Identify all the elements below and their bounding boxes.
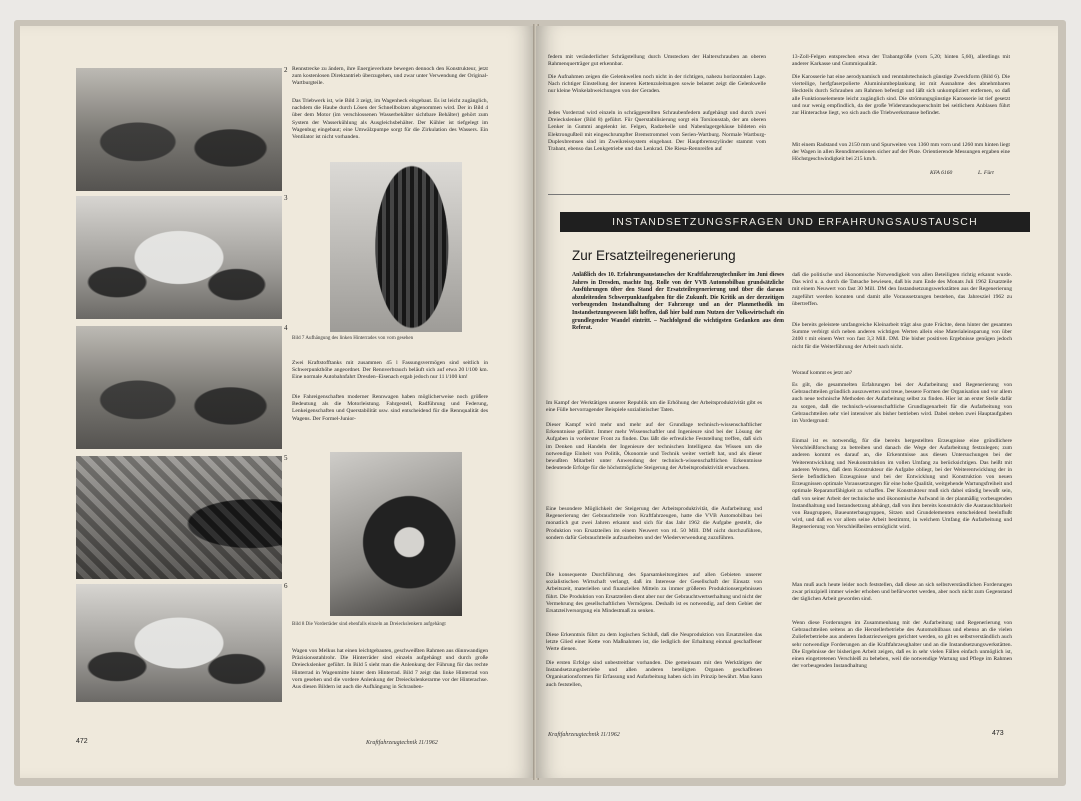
journal-name-left: Kraftfahrzeugtechnik 11/1962 (366, 740, 438, 746)
left-text-mid: Zwei Kraftstofftanks mit zusammen 45 l Fassungsvermögen sind seitlich in Schwerpunkthöhe angeordnet. Der Rennverbrauch beläuft sich auf etwa 20 l/100 km. Eine normale Autobahnfahrt Dresden–Eisenach ergab jedoch nur 11 l/100 km! (292, 360, 488, 381)
body-col1e: Diese Erkenntnis führt zu dem logischen Schluß, daß die Neuproduktion von Ersatzteilen das letzte Glied einer Kette von Maßnahmen ist, die lediglich der Erhaltung einmal geschaffener Werte dienen. (546, 632, 762, 653)
article-author: L. Fürt (978, 170, 994, 176)
figure-number-4: 4 (284, 324, 288, 332)
photo-front-wheel (330, 452, 462, 616)
article-code: KFA 6160 (930, 170, 953, 176)
body-col2: daß die politische und ökonomische Notwendigkeit von allen Beteiligten richtig erkannt wurde. Das wird u. a. durch die Tatsache bewiesen, daß bis zum Ende des Monats Juli 1962 Ersatzteile mit einem Neuwert von fast 30 Mill. DM den Instandsetzungswerkstätten aus der Regenerierung zugeführt werden konnten und damit alle Voraussetzungen bestehen, das Jahresziel 1962 zu übertreffen. (792, 272, 1012, 307)
right-top-col1b: Die Aufnahmen zeigen die Gelenkwellen noch nicht in der richtigen, nahezu horizontalen Lage. Nach richtiger Einstellung der inneren Kettenzuleitungen sowie belastet zeigt die Gelenkwelle nur kleine Winkelabweichungen von der Geraden. (548, 74, 766, 95)
photo-car-profile (76, 584, 282, 702)
photo-rear-wheel-suspension (330, 162, 462, 332)
body-col2f: Wenn diese Forderungen im Zusammenhang mit der Aufarbeitung und Regenerierung von Gebrauchtteilen seitens an die Herstellerbetriebe des Automobilbaus und ebenso an die vielen Zulieferbetriebe aus anderen Industriezweigen gerichtet werden, so gilt es selbstverständlich auch sehr notwendige Forderungen an die Kraftfahrzeughalter und an die Instandsetzungswerkstätten. Die Ergebnisse der bisherigen Arbeit zeigen, daß es in sehr vielen Fällen einfach unmöglich ist, einen eingetretenen Verschleiß zu beheben, weil die notwendige Wartung und Pflege im Rahmen der vorbeugenden Instandhaltung (792, 620, 1012, 670)
body-col1: Im Kampf der Werktätigen unserer Republik um die Erhöhung der Arbeitsproduktivität gibt es eine Fülle hervorragender Beispiele sozialistischer Taten. (546, 400, 762, 414)
right-top-col1c: Jedes Vorderrad wird einzeln in schräggestellten Schraubenfedern aufgehängt und durch zwei Dreieckslenker (Bild 8) geführt. Für Querstabilisierung sorgt ein Torsionsstab, der am oberen Lenker in Gummi angelenkt ist. Felgen, Radzeheile und Nabenlagergehäuse bildeten ein Elektrongußteil mit eingeschrumpfter Bremstrommel vom Serien-Wartburg. Normale Wartburg-Duplexbremsen sind im Zweikreissystem eingebaut. Der Hauptbremszylinder stammt vom Trabant, ebenso das Lenkgetriebe und das Lenkrad. Die Riesa-Rennreifen auf (548, 110, 766, 153)
photo-engine-bay (76, 68, 282, 191)
right-top-col2c: Mit einem Radstand von 2150 mm und Spurweiten von 1360 mm vorn und 1260 mm hinten liegt der Wagen in allen Renndimensionen sicher auf der Piste. Orientierende Messungen ergaben eine Höchstgeschwindigkeit bei 215 km/h. (792, 142, 1010, 163)
body-col2e: Man muß auch heute leider noch feststellen, daß diese an sich selbstverständlichen Forderungen zwar prinzipiell immer wieder erhoben und befürwortet werden, aber noch nicht zum Gegenstand der täglichen Arbeit geworden sind. (792, 582, 1012, 603)
caption-bild-7: Bild 7 Aufhängung des linken Hinterrades von vorn gesehen (292, 336, 414, 341)
figure-number-5: 5 (284, 454, 288, 462)
right-top-col2: 13-Zoll-Felgen entsprechen etwa der Trabantgröße (vorn 5,20; hinten 5,60), allerdings mit anderer Karkasse und Gummiqualität. (792, 54, 1010, 68)
left-text-mid2: Die Fahreigenschaften moderner Rennwagen haben möglicherweise noch größere Bedeutung als die Motorleistung. Fahrgestell, Radführung und Federung, Lenkeigenschaften und Querstabilität usw. sind entscheidend für die Rennqualität des Wagens. Der Formel-Junior- (292, 394, 488, 422)
caption-bild-8: Bild 8 Die Vorderräder sind ebenfalls einzeln an Dreieckslenkern aufgehängt (292, 622, 446, 627)
body-col1f: Die ersten Erfolge sind unbestreitbar vorhanden. Die gemeinsam mit den Werktätigen der Instandsetzungsbetriebe und allen anderen beteiligten Organen geschaffenen Organisationsformen für Erfassung und Aufarbeitung haben sich im Prinzip bewährt. Man kann auch feststellen, (546, 660, 762, 688)
right-top-col2b: Die Karosserie hat eine aerodynamisch und renntahrtechnisch günstige Zweckform (Bild 6). Die vierteilige, herfgfaserpolierte Aluminiumbeplankung ist mit Ausnahme des abnehmbaren Heckteils durch Schrauben am Rahmen befestigt und läßt sich unkompliziert entfernen, so daß alle Funktionselemente leicht zugänglich sind. Die strömungsgünstige Karosserie ist tief gesetzt und nur wenig empfindlich, da der große Widerstandsquerschnitt bei seitlichem Anblasen führt zur Hinterachse liegt, wo sich auch die Triebwerksmasse befindet. (792, 74, 1010, 117)
photo-chassis (76, 326, 282, 449)
left-text-bottom: Wagen von Melkus hat einen leichtgebauten, geschweißten Rahmen aus dünnwandigen Präzisionsstahlrohr. Die Hinterräder sind einzeln aufgehängt und durch große Dreieckslenker geführt. In Bild 5 sieht man die Anlenkung der Führung für das rechte Hinterrad in Wagenmitte hinter dem Hinterrad. Bild 7 zeigt das linke Hinterrad von vorn gesehen und die vordere Anlenkung der Dreieckslenkerarme vor der Hinterachse. Aus diesen Bildern ist auch die Aufhängung in Schrauben- (292, 648, 488, 691)
section-banner: INSTANDSETZUNGSFRAGEN UND ERFAHRUNGSAUSTAUSCH (560, 212, 1030, 232)
article-headline: Zur Ersatzteilregenerierung (572, 248, 736, 263)
right-top-col1: federn mit veränderlicher Schrägstellung durch Umstecken der Halterschrauben an oberen Rahmenquerträger gut erkennbar. (548, 54, 766, 68)
journal-name-right: Kraftfahrzeugtechnik 11/1962 (548, 732, 620, 738)
figure-number-3: 3 (284, 194, 288, 202)
page-number-473: 473 (992, 730, 1004, 737)
subheading-worauf: Worauf kommt es jetzt an? (792, 370, 853, 376)
article-intro: Anläßlich des 10. Erfahrungsaustausches der Kraftfahrzeugtechniker im Juni dieses Jahres in Dresden, machte Ing. Rolle von der VVB Automobilbau grundsätzliche Ausführungen über den Stand der Ersatzteilregenerierung und über die daraus abzuleitenden Schwerpunktaufgaben für die Zukunft. Die Kritik an der derzeitigen vorbeugenden Instandhaltung der Fahrzeuge und an der Planmethodik im Instandsetzungswesen läßt hoffen, daß hier bald zum Nutzen der Volkswirtschaft ein grundlegender Wandel eintritt. – Nachfolgend die wichtigsten Gedanken aus dem Referat. (572, 272, 784, 332)
body-col2c: Es gilt, die gesammelten Erfahrungen bei der Aufarbeitung und Regenerierung von Gebrauchtteilen gründlich auszuwerten und treue, bessere Formen der Organisation und vor allem auch neue technische Methoden der Aufarbeitung selbst zu finden. Hier ist an erster Stelle dafür zu sorgen, daß die technisch-wissenschaftliche Grundlagenarbeit für die Aufarbeitung von Gebrauchtteilen sehr viel intensiver als bisher betrieben wird. Dabei stehen zwei Hauptaufgaben im Vordergrund: (792, 382, 1012, 425)
photo-race-car-body (76, 196, 282, 319)
figure-number-2: 2 (284, 66, 288, 74)
body-col1d: Die konsequente Durchführung des Sparsamkeitsregimes auf allen Gebieten unserer sozialistischen Wirtschaft verlangt, daß im Interesse der Gesellschaft der Einsatz von Arbeitszeit, materiellen und finanziellen Mitteln zu immer größeren Produktionsergebnissen führt. Die Produktion von Ersatzteilen dient aber nur der Gebrauchtwertserhaltung und nicht der Vermehrung des gesellschaftlichen Vermögens. Deshalb ist es notwendig, auf dem Gebiet der Ersatzteilversorgung ein Mindestmaß zu senken. (546, 572, 762, 615)
left-text-top2: Das Triebwerk ist, wie Bild 3 zeigt, im Wagenheck eingebaut. Es ist leicht zugänglich, nachdem die Haube durch Lösen der Schnellbolzen abgenommen wird. Der in Bild 4 über dem Motor (im verschlossenen Wasserbehälter sichtbare Behälter) gehört zum System der Wasserkühlung als Ausgleichsbehälter. Der Kühler ist tiefgelegt im Wagenbug eingebaut; eine Umwälzpumpe sorgt für die Zirkulation des Wassers. Ein Ventilator ist nicht vorhanden. (292, 98, 488, 141)
figure-number-6: 6 (284, 582, 288, 590)
body-col2d: Einmal ist es notwendig, für die bereits hergestellten Erzeugnisse eine gründlichere Verschleißforschung zu betreiben und danach die Wege der Aufarbeitung festzulegen; zum anderen kommt es darauf an, die Erkenntnisse aus diesen Untersuchungen bei der Weiterentwicklung und Neukonstruktion im vollen Umfang zu berücksichtigen. Das heißt mit anderen Worten, daß dem Konstrukteur die Aufgabe obliegt, bei der Weiterentwicklung der in Serie befindlichen Erzeugnisse und bei der Entwicklung und Konstruktion von neuen Erzeugnissen optimale Voraussetzungen für eine hohe Qualität, weitgehende Wartungsfreiheit und optimale Reparaturfähigkeit zu schaffen. Der Konstrukteur muß sich dabei ständig bewußt sein, daß von seiner Arbeit der technische und ökonomische Aufwand in der planmäßig vorbeugenden Instandhaltung und Instandsetzung abhängt, daß von ihm bereits konstruktiv die Austauschbarkeit von Baugruppen, Baueunterbaugruppen, Sitzen und Grundelementen entscheidend beeinflußt wird, und daß es vor allem seine Arbeit bestimmt, in welchem Umfang die Aufarbeitung und Regenerierung von Verschleißteilen ermöglicht wird. (792, 438, 1012, 531)
left-text-top: Rennstrecke zu ändern, ihre Energieverluste bewegen dennoch den Konstrukteur, jetzt zum kostenlosen Direktantrieb überzugehen, und zwar unter Verwendung der Original-Wartburgteile. (292, 66, 488, 87)
body-col1c: Eine besondere Möglichkeit der Steigerung der Arbeitsproduktivität, die Aufarbeitung und Regenerierung der Gebrauchtteile von Kraftfahrzeugen, hatte die VVB Automobilbau bei monatlich gut zwei Jahren erkannt und sich für das Jahr 1962 die Aufgabe gestellt, die Produktion von Ersatzteilen im einem Neuwert von rd. 50 Mill. DM nicht durchzuführen, sondern dafür Gebrauchtteile aufzuarbeiten und der Wiederverwendung zuzuführen. (546, 506, 762, 541)
right-page (536, 26, 1058, 778)
body-col2b: Die bereits geleistete umfangreiche Kleinarbeit trägt also gute Früchte, denn hinter der gesamten Summe verbirgt sich neben anderen wichtigen Werten allein eine Materialeinsparung von über 2400 t mit einem Wert von fast 3,3 Mill. DM. Die bisher positiven Ergebnisse genügen jedoch nicht für die Weiterführung der Arbeit nach nicht. (792, 322, 1012, 350)
photo-rear-frame (76, 456, 282, 579)
body-col1b: Dieser Kampf wird mehr und mehr auf der Grundlage technisch-wissenschaftlicher Erkenntnisse geführt. Immer mehr Wissenschaftler und Ingenieure sind bei der Lösung der Aufgaben in vorderster Front zu finden. Das läßt die erfreuliche Feststellung treffen, daß sich im Denken und Handeln der Ingenieure der technischen Intelligenz das Wissen um die notwendige Einheit von Politik, Ökonomie und Technik weiter vertieft hat, und als dieser bewußten Mitarbeit unter Anwendung der technisch-wissenschaftlichen Erkenntnisse bedeutende Erfolge für die höchstmögliche Steigerung der Arbeitsproduktivität erwachsen. (546, 422, 762, 472)
section-rule (548, 194, 1010, 195)
page-number-472: 472 (76, 738, 88, 745)
left-page (20, 26, 536, 778)
